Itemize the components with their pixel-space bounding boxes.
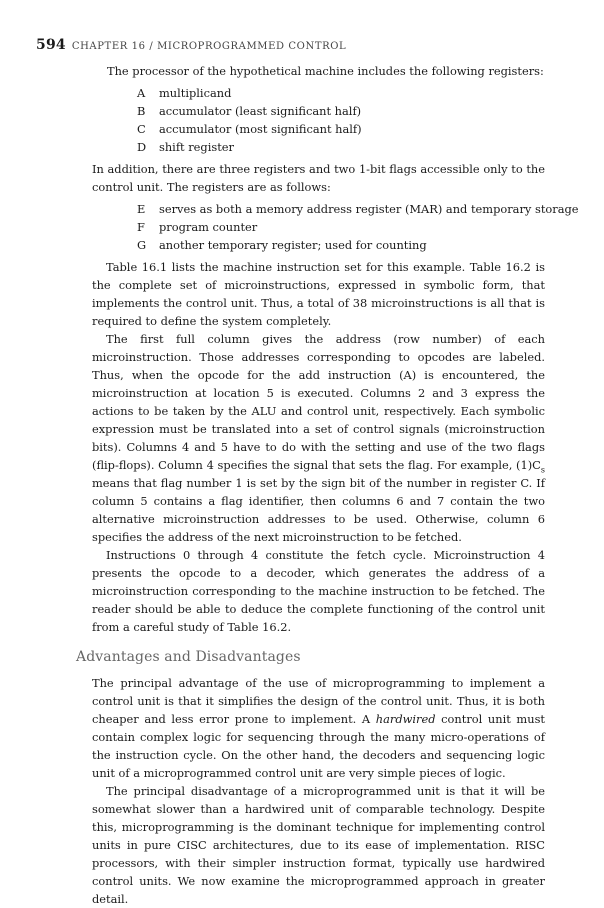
register-letter: F: [137, 220, 145, 234]
page-number: 594: [36, 37, 66, 53]
register-description: another temporary register; used for counting: [159, 238, 427, 252]
sign-subscript: s: [540, 465, 545, 475]
page-header: [36, 37, 346, 53]
list-item: [107, 236, 545, 254]
register-letter: B: [137, 104, 146, 118]
disadvantage-paragraph: The principal disadvantage of a microprogrammed unit is that it will be somewhat slower than a hardwired unit of comparable technology. Despite this, microprogramming is the dominant technique for implementing control units in pure CISC architectures, due to its ease of implementation. RISC processors, with their simpler instruction format, typically use hardwired control units. We now examine the microprogrammed approach in greater detail.: [92, 784, 545, 906]
fetch-paragraph: Instructions 0 through 4 constitute the fetch cycle. Microinstruction 4 presents the opcode to a decoder, which generates the address of a microinstruction corresponding to the machine instruction to be fetched. The reader should be able to deduce the complete functioning of the control unit from a careful study of Table 16.2.: [92, 548, 545, 634]
columns-text-b: means that flag number 1 is set by the sign bit of the number in register C. If column 5 contains a flag identifier, then columns 6 and 7 contain the two alternative microinstruction addresses to be used. Otherwise, column 6 specifies the address of the next microinstruction to be fetched.: [92, 476, 545, 544]
control-register-list: [107, 200, 579, 254]
advantage-text-a: The principal advantage of the use of microprogramming to implement a control unit is that it simplifies the design of the control unit. Thus, it is both cheaper and less error prone to implement. A: [92, 676, 545, 726]
table-paragraph: Table 16.1 lists the machine instruction set for this example. Table 16.2 is the complete set of microinstructions, expressed in symbolic form, that implements the control unit. Thus, a total of 38 microinstructions is all that is required to define the system completely.: [92, 260, 545, 328]
page-body: [76, 62, 579, 908]
list-item: [107, 200, 579, 218]
register-letter: A: [137, 86, 146, 100]
running-head: CHAPTER 16 / MICROPROGRAMMED CONTROL: [71, 41, 347, 52]
register-letter: E: [137, 202, 146, 216]
advantage-text-b: control unit must contain complex logic for sequencing through the many micro-operations of the instruction cycle. On the other hand, the decoders and sequencing logic unit of a microprogrammed control unit are very simple pieces of logic.: [92, 712, 545, 780]
hardwired-emphasis: hardwired: [375, 712, 436, 726]
columns-text-a: The first full column gives the address (row number) of each microinstruction. Those addresses corresponding to opcodes are labeled. Thus, when the opcode for the add instruction (A) is encountered, the microinstruction at location 5 is executed. Columns 2 and 3 express the actions to be taken by the ALU and control unit, respectively. Each symbolic expression must be translated into a set of control signals (microinstruction bits). Columns 4 and 5 have to do with the setting and use of the two flags (flip-flops). Column 4 specifies the signal that sets the flag. For example, (1)C: [92, 332, 545, 472]
addition-paragraph: In addition, there are three registers and two 1-bit flags accessible only to the control unit. The registers are as follows:: [92, 162, 545, 194]
list-item: [107, 102, 545, 120]
body-text: [76, 258, 545, 908]
register-description: accumulator (least significant half): [159, 104, 362, 118]
list-item: [107, 84, 545, 102]
register-description: accumulator (most significant half): [159, 122, 362, 136]
section-heading: Advantages and Disadvantages: [76, 649, 301, 665]
list-item: [107, 138, 545, 156]
register-list: [107, 84, 545, 156]
register-letter: G: [137, 238, 147, 252]
advantage-paragraph: [92, 674, 545, 782]
register-description: multiplicand: [159, 86, 232, 100]
register-description: shift register: [159, 140, 234, 154]
register-description: program counter: [159, 220, 258, 234]
list-item: [107, 218, 545, 236]
list-item: [107, 120, 545, 138]
register-letter: C: [137, 122, 146, 136]
columns-paragraph: [92, 330, 545, 546]
intro-paragraph: The processor of the hypothetical machine includes the following registers:: [107, 64, 544, 78]
register-letter: D: [137, 140, 147, 154]
register-description: serves as both a memory address register (MAR) and temporary storage: [159, 202, 579, 216]
